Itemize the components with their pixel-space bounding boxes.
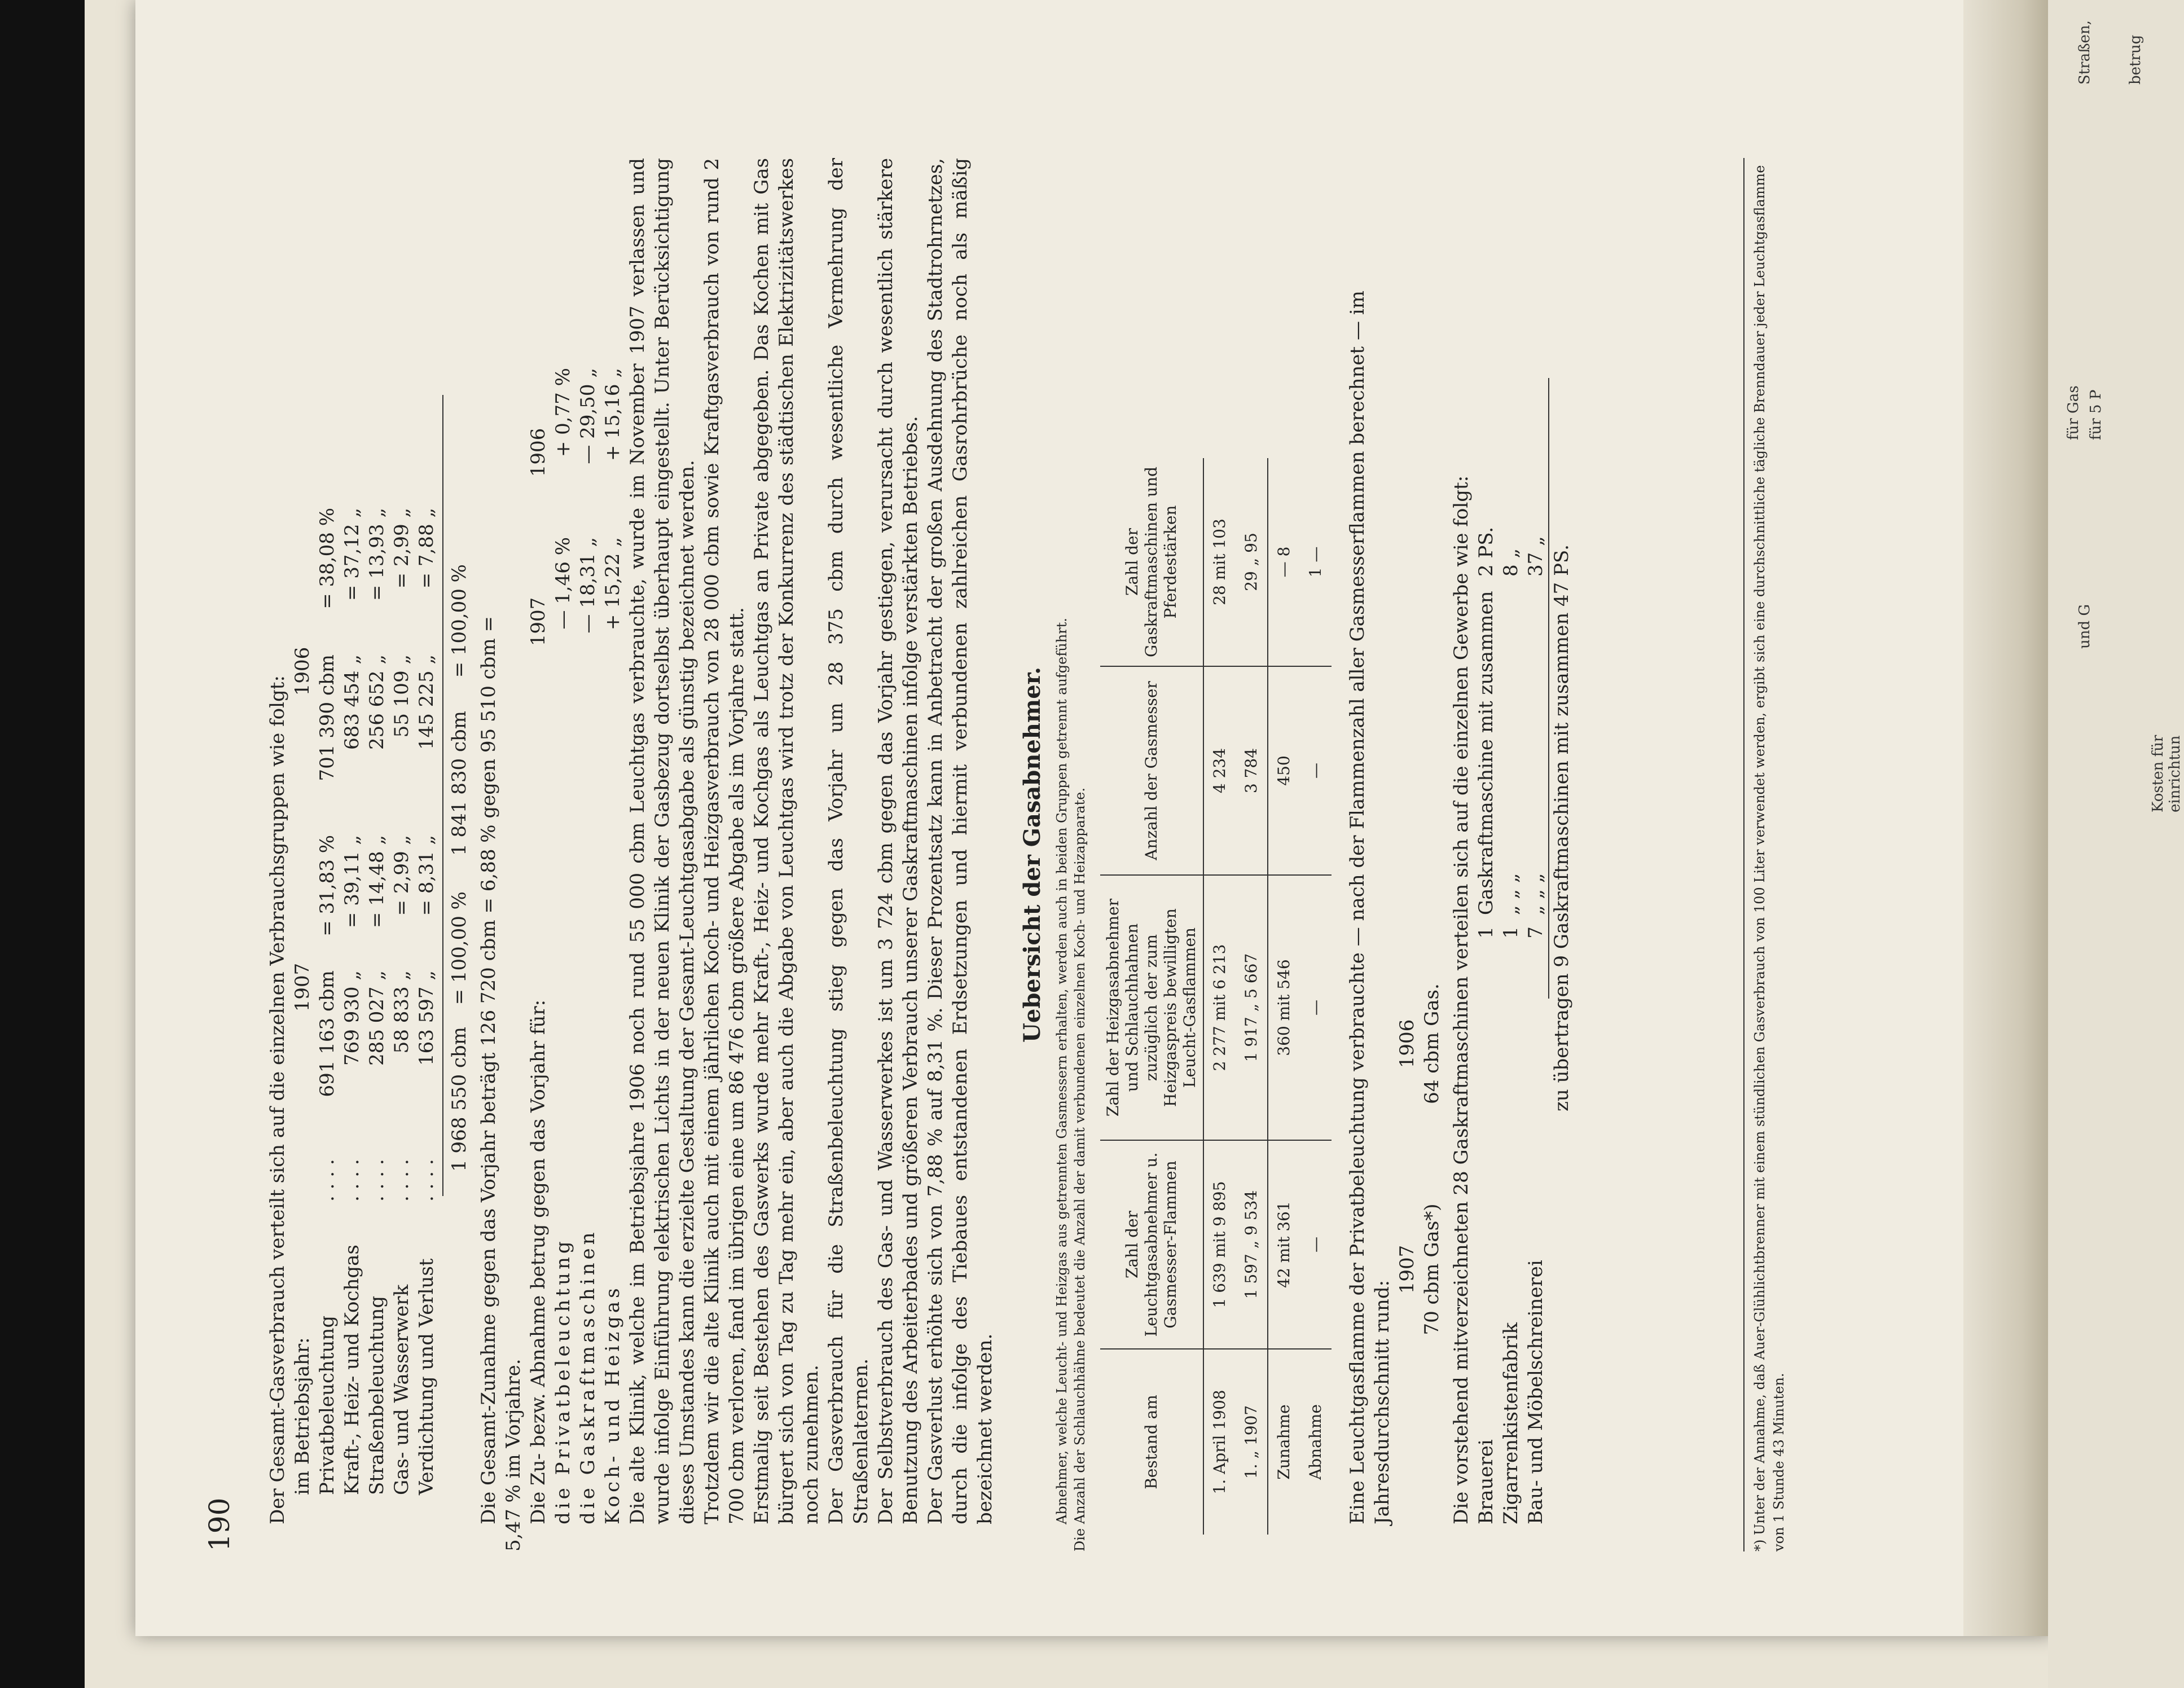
- year-1907: 1907: [291, 962, 314, 1012]
- gewerbe-label: Brauerei: [1475, 1439, 1497, 1524]
- facing-page-fragment: [2048, 0, 2184, 1688]
- fragment-text: einrichtun: [2167, 735, 2183, 812]
- paragraph: Der Gasverbrauch für die Straßenbeleuchtung stieg gegen das Vorjahr um 28 375 cbm durch wesentliche Vermehrung der Straßenlaternen.: [825, 158, 872, 1524]
- value-1907: 58 833 „: [390, 970, 413, 1054]
- rotated-page: [135, 102, 1997, 1625]
- pct-1907: = 8,31 „: [415, 835, 438, 916]
- table-header-row: [1100, 458, 1203, 1535]
- row-label: Privatbeleuchtung: [316, 1315, 339, 1495]
- value-1906: — 29,50 „: [577, 368, 599, 464]
- value-1907: 163 597 „: [415, 970, 438, 1066]
- table-cell: Zunahme: [1268, 1349, 1300, 1535]
- year-1906: 1906: [291, 647, 314, 696]
- table-cell: Abnahme: [1306, 1404, 1325, 1480]
- table-row: [1236, 458, 1268, 1535]
- verteilung-row: [389, 158, 414, 1551]
- paragraph: Der Gasverlust erhöhte sich von 7,88 % auf 8,31 %. Dieser Prozentsatz kann in Anbetracht der großen Ausdehnung des Stadtrohrnetzes, durch die infolge des Tiebaues entstandenen Erdsetzungen und hiermit verbundenen zahlreichen Gasrohrbrüche noch als mäßig bezeichnet werden.: [924, 158, 996, 1524]
- verteilung-intro: Der Gesamt-Gasverbrauch verteilt sich auf die einzelnen Verbrauchsgruppen wie folgt:: [266, 675, 289, 1524]
- fragment-text: Straßen,: [2076, 20, 2093, 85]
- gewerbe-count: 1: [1475, 926, 1497, 939]
- gewerbe-desc: „ „ „: [1500, 873, 1522, 915]
- gewerbe-label: Bau- und Möbelschreinerei: [1524, 1260, 1547, 1524]
- flamme-year-1906: 1906: [1396, 1019, 1418, 1069]
- fragment-text: Kosten für: [2150, 735, 2167, 812]
- table-cell: 29 „ 95: [1236, 458, 1268, 666]
- paragraph: Erstmalig seit Bestehen des Gaswerks wurde mehr Kraft-, Heiz- und Kochgas als Leuchtgas an Private abgegeben. Das Kochen mit Gas bürgert sich von Tag zu Tag mehr ein, aber auch die Abgabe von Leuchtgas wird trotz der Konkurrenz des städtischen Elektrizitätswerkes noch zunehmen.: [750, 158, 823, 1524]
- dots: . . . .: [415, 1159, 438, 1202]
- table-cell: 1 639 mit 9 895: [1203, 1140, 1236, 1349]
- gewerbe-count: 1: [1500, 926, 1522, 939]
- footnote: *) Unter der Annahme, daß Auer-Glühlichtbrenner mit einem stündlichen Gasverbrauch von 100 Liter verwendet werden, ergibt sich eine durchschnittliche tägliche Brenndauer jeder Leuchtgasflamme von 1 Stunde 43 Minuten.: [1743, 158, 1788, 1551]
- verteilung-rows: [315, 158, 439, 1551]
- table-cell: 42 mit 361: [1268, 1140, 1300, 1349]
- total-1907: 1 968 550 cbm: [448, 1027, 471, 1172]
- paragraph: Trotzdem wir die alte Klinik auch mit einem jährlichen Koch- und Heizgasverbrauch von 28 000 cbm sowie Kraftgasverbrauch von rund 2 700 cbm verloren, fand im übrigen eine um 86 476 cbm größere Abgabe als im Vorjahre statt.: [701, 158, 748, 1524]
- page-body: [265, 158, 1574, 1551]
- zunahme-text-cont: 5,47 % im Vorjahre.: [502, 1359, 525, 1551]
- table-header: Anzahl der Gasmesser: [1100, 666, 1203, 875]
- gewerbe-label: Zigarrenkistenfabrik: [1500, 1322, 1522, 1524]
- table-cell: 450: [1268, 666, 1300, 875]
- uebersicht-heading: Uebersicht der Gasabnehmer.: [1019, 667, 1045, 1043]
- gewerbe-desc: Gaskraftmaschine mit zusammen: [1475, 591, 1497, 915]
- zu-abnahme-header: [526, 158, 551, 1551]
- table-cell: 1 597 „ 9 534: [1236, 1140, 1268, 1349]
- verteilung-header: [290, 158, 315, 1551]
- table-cell: — 8: [1268, 458, 1300, 666]
- gewerbe-row: [1474, 158, 1499, 1551]
- table-cell: —: [1300, 666, 1332, 875]
- row-label: die Privatbeleuchtung: [552, 1238, 574, 1524]
- table-cell: —: [1300, 1140, 1332, 1349]
- page-number: 190: [203, 1497, 236, 1551]
- value-1906: + 0,77 %: [552, 368, 574, 458]
- value-1907: 285 027 „: [366, 970, 388, 1066]
- verteilung-row: [315, 158, 340, 1551]
- zu-abnahme-row: [600, 158, 625, 1551]
- gewerbe-count: 7: [1524, 926, 1547, 939]
- uebersicht-note-1: Abnehmer, welche Leucht- und Heizgas aus getrennten Gasmessern erhalten, werden auch in beiden Gruppen getrennt aufgeführt.: [1054, 618, 1070, 1524]
- flamme-val-1907: 70 cbm Gas*): [1421, 1203, 1443, 1335]
- row-label: Straßenbeleuchtung: [366, 1295, 388, 1495]
- table-cell: 1. „ 1907: [1242, 1405, 1260, 1479]
- dots: . . . .: [341, 1159, 363, 1202]
- table-cell: —: [1300, 875, 1332, 1140]
- table-cell: 1 917 „ 5 667: [1236, 875, 1268, 1140]
- flamme-val-1906: 64 cbm Gas.: [1421, 983, 1443, 1104]
- pct-1907: = 31,83 %: [316, 835, 339, 937]
- value-1906: + 15,16 „: [601, 368, 624, 461]
- gewerbe-ps: 2 PS.: [1475, 526, 1497, 577]
- dots: . . . .: [366, 1159, 388, 1202]
- table-cell: 3 784: [1236, 666, 1268, 875]
- fragment-text: betrug: [2127, 34, 2144, 85]
- table-cell: 1. April 1908: [1210, 1390, 1229, 1494]
- value-1906: 55 109 „: [390, 654, 413, 738]
- row-label: die Gaskraftmaschinen: [577, 1229, 599, 1524]
- table-row: [1300, 458, 1332, 1535]
- pct-1907: = 14,48 „: [366, 835, 388, 929]
- flamme-years: [1395, 158, 1420, 1551]
- gewerbe-ps: 37 „: [1524, 536, 1547, 577]
- table-cell: 28 mit 103: [1203, 458, 1236, 666]
- row-label: Koch- und Heizgas: [601, 1285, 624, 1524]
- flamme-values: [1420, 158, 1444, 1551]
- gewerbe-row: [1523, 158, 1548, 1551]
- fragment-text: und G: [2076, 604, 2093, 649]
- table-header: Zahl der Leuchtgasabnehmer u. Gasmesser-Flammen: [1100, 1140, 1203, 1349]
- value-1907: — 1,46 %: [552, 537, 574, 630]
- table-header: Bestand am: [1100, 1349, 1203, 1535]
- uebersicht-note-2: Die Anzahl der Schlauchhähne bedeutet die Anzahl der damit verbundenen einzelnen Koch- und Heizapparate.: [1072, 787, 1088, 1551]
- gewerbe-text: Die vorstehend mitverzeichneten 28 Gaskraftmaschinen verteilen sich auf die einzelnen Gewerbe wie folgt:: [1450, 475, 1473, 1524]
- table-header: Zahl der Heizgasabnehmer und Schlauchhahnen zuzüglich der zum Heizgaspreis bewilligten Leucht-Gasflammen: [1100, 875, 1203, 1140]
- gewerbe-ps: 8 „: [1500, 548, 1522, 577]
- row-label: Kraft-, Heiz- und Kochgas: [341, 1245, 363, 1495]
- table-cell: 4 234: [1203, 666, 1236, 875]
- paragraphs: [625, 158, 997, 1551]
- flamme-year-1907: 1907: [1396, 1245, 1418, 1294]
- value-1907: 691 163 cbm: [316, 970, 339, 1097]
- paragraph: Die alte Klinik, welche im Betriebsjahre 1906 noch rund 55 000 cbm Leuchtgas verbrauchte, wurde im November 1907 verlassen und wurde infolge Einführung elektrischen Lichts in der neuen Klinik der Gasbezug dortselbst überhaupt eingestellt. Unter Berücksichtigung dieses Umstandes kann die erzielte Gestaltung der Gesamt-Leuchtgasabgabe als günstig bezeichnet werden.: [626, 158, 698, 1524]
- total-pct-1906: = 100,00 %: [448, 564, 471, 678]
- value-1906: 145 225 „: [415, 654, 438, 750]
- total-1906: 1 841 830 cbm: [448, 711, 471, 856]
- fragment-text: für 5 P: [2088, 389, 2104, 440]
- zu-abnahme-row: [575, 158, 600, 1551]
- abnehmer-table: [1100, 458, 1332, 1535]
- pct-1906: = 13,93 „: [366, 508, 388, 601]
- value-1907: 769 930 „: [341, 970, 363, 1066]
- paragraph: Der Selbstverbrauch des Gas- und Wasserwerkes ist um 3 724 cbm gegen das Vorjahr gestiegen, verursacht durch wesentlich stärkere Benutzung des Arbeiterbades und größeren Verbrauch unserer Gaskraftmaschinen infolge verstärkten Betriebes.: [875, 158, 922, 1524]
- fragment-text: für Gas: [2065, 385, 2082, 440]
- za-year-1906: 1906: [527, 428, 550, 477]
- value-1907: — 18,31 „: [577, 537, 599, 634]
- verteilung-row: [364, 158, 389, 1551]
- table-row: [1203, 458, 1236, 1535]
- total-pct-1907: = 100,00 %: [448, 891, 471, 1005]
- row-label: Verdichtung und Verlust: [415, 1258, 438, 1495]
- za-year-1907: 1907: [527, 597, 550, 647]
- dots: . . . .: [390, 1159, 413, 1202]
- betriebsjahr-label: im Betriebsjahr:: [291, 1337, 314, 1495]
- pct-1906: = 38,08 %: [316, 508, 339, 609]
- zunahme-text: Die Gesamt-Zunahme gegen das Vorjahr beträgt 126 720 cbm = 6,88 % gegen 95 510 cbm =: [477, 616, 500, 1524]
- zu-abnahme-rows: [551, 158, 625, 1551]
- row-label: Gas- und Wasserwerk: [390, 1284, 413, 1495]
- gewerbe-desc: „ „ „: [1524, 873, 1547, 915]
- zu-abnahme-intro: Die Zu- bezw. Abnahme betrug gegen das Vorjahr für:: [527, 999, 550, 1524]
- value-1906: 683 454 „: [341, 654, 363, 750]
- pct-1906: = 2,99 „: [390, 508, 413, 589]
- value-1906: 256 652 „: [366, 654, 388, 750]
- flamme-text: Eine Leuchtgasflamme der Privatbeleuchtung verbrauchte — nach der Flammenzahl aller Gasmesserflammen berechnet — im Jahresdurchschnitt rund:: [1346, 291, 1394, 1524]
- uebertrag: zu übertragen 9 Gaskraftmaschinen mit zusammen 47 PS.: [1550, 544, 1573, 1111]
- table-body: [1203, 458, 1332, 1535]
- table-cell: 360 mit 546: [1268, 875, 1300, 1140]
- pct-1907: = 2,99 „: [390, 835, 413, 916]
- sum-rule: [442, 395, 443, 1196]
- table-row: [1268, 458, 1300, 1535]
- value-1907: + 15,22 „: [601, 537, 624, 631]
- table-cell: 2 277 mit 6 213: [1203, 875, 1236, 1140]
- pct-1906: = 7,88 „: [415, 508, 438, 589]
- dots: . . . .: [316, 1159, 339, 1202]
- verteilung-row: [414, 158, 439, 1551]
- table-header: Zahl der Gaskraftmaschinen und Pferdestärken: [1100, 458, 1203, 666]
- pct-1906: = 37,12 „: [341, 508, 363, 601]
- gewerbe-rows: [1474, 158, 1548, 1551]
- gewerbe-row: [1499, 158, 1523, 1551]
- verteilung-total: [447, 158, 472, 1551]
- table-cell: 1 —: [1300, 458, 1332, 666]
- pct-1907: = 39,11 „: [341, 835, 363, 929]
- verteilung-row: [340, 158, 364, 1551]
- zu-abnahme-row: [551, 158, 575, 1551]
- value-1906: 701 390 cbm: [316, 654, 339, 781]
